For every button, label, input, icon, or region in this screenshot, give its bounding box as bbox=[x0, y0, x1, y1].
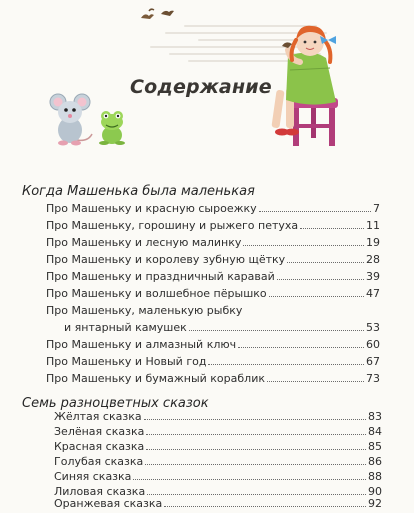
toc-entry-title: Лиловая сказка bbox=[54, 485, 146, 498]
leader-dots bbox=[164, 497, 366, 507]
toc-entry-title: Синяя сказка bbox=[54, 470, 132, 483]
toc-entry[interactable] bbox=[46, 338, 380, 351]
toc-entry-page: 28 bbox=[366, 253, 380, 266]
leader-dots bbox=[145, 455, 366, 465]
toc-entry-title: Про Машеньку и лесную малинку bbox=[46, 236, 242, 249]
toc-entry-title: Про Машеньку, маленькую рыбку bbox=[46, 304, 243, 317]
section-title: Семь разноцветных сказок bbox=[22, 396, 209, 411]
girl-on-stool-icon bbox=[260, 10, 360, 150]
mouse-icon bbox=[48, 90, 96, 148]
leader-dots bbox=[243, 236, 364, 246]
page-title: Содержание bbox=[130, 76, 272, 98]
toc-entry[interactable] bbox=[54, 455, 382, 468]
leader-dots bbox=[146, 425, 366, 435]
birds-icon bbox=[137, 6, 177, 24]
toc-entry-page: 7 bbox=[373, 202, 380, 215]
toc-entry-page: 83 bbox=[368, 410, 382, 423]
toc-entry-page: 53 bbox=[366, 321, 380, 334]
leader-dots bbox=[144, 410, 366, 420]
section-title: Когда Машенька была маленькая bbox=[22, 184, 255, 199]
toc-entry-page: 47 bbox=[366, 287, 380, 300]
leader-dots bbox=[147, 485, 366, 495]
toc-entry[interactable] bbox=[46, 355, 380, 368]
leader-dots bbox=[277, 270, 364, 280]
toc-entry-page: 67 bbox=[366, 355, 380, 368]
toc-entry-page: 88 bbox=[368, 470, 382, 483]
leader-dots bbox=[208, 355, 364, 365]
toc-entry-title: Про Машеньку и праздничный каравай bbox=[46, 270, 275, 283]
toc-entry-page: 85 bbox=[368, 440, 382, 453]
toc-entry-title: Голубая сказка bbox=[54, 455, 144, 468]
toc-entry-page: 11 bbox=[366, 219, 380, 232]
toc-entry[interactable] bbox=[54, 425, 382, 438]
leader-dots bbox=[267, 372, 364, 382]
toc-entry-page: 60 bbox=[366, 338, 380, 351]
leader-dots bbox=[269, 287, 364, 297]
leader-dots bbox=[287, 253, 364, 263]
leader-dots bbox=[259, 202, 371, 212]
toc-entry-title: Оранжевая сказка bbox=[54, 497, 163, 510]
toc-entry-title: Про Машеньку и бумажный кораблик bbox=[46, 372, 265, 385]
toc-entry[interactable] bbox=[46, 287, 380, 300]
toc-entry-title: Про Машеньку и волшебное пёрышко bbox=[46, 287, 267, 300]
leader-dots bbox=[189, 321, 364, 331]
toc-entry[interactable] bbox=[54, 470, 382, 483]
toc-entry-title: Про Машеньку и королеву зубную щётку bbox=[46, 253, 286, 266]
toc-entry[interactable] bbox=[46, 236, 380, 249]
leader-dots bbox=[238, 338, 364, 348]
toc-entry[interactable] bbox=[54, 410, 382, 423]
toc-entry-title: и янтарный камушек bbox=[64, 321, 187, 334]
toc-entry-title: Про Машеньку и алмазный ключ bbox=[46, 338, 237, 351]
toc-entry-title: Про Машеньку, горошину и рыжего петуха bbox=[46, 219, 299, 232]
toc-entry[interactable] bbox=[46, 202, 380, 215]
toc-entry[interactable] bbox=[46, 219, 380, 232]
toc-entry-title: Красная сказка bbox=[54, 440, 145, 453]
toc-entry[interactable] bbox=[64, 321, 380, 334]
toc-entry[interactable] bbox=[46, 304, 380, 317]
toc-entry-page: 73 bbox=[366, 372, 380, 385]
leader-dots bbox=[146, 440, 366, 450]
toc-entry[interactable] bbox=[54, 440, 382, 453]
toc-entry[interactable] bbox=[46, 270, 380, 283]
toc-entry-page: 19 bbox=[366, 236, 380, 249]
toc-entry-page: 92 bbox=[368, 497, 382, 510]
toc-entry-page: 86 bbox=[368, 455, 382, 468]
frog-icon bbox=[95, 108, 129, 146]
toc-entry[interactable] bbox=[46, 372, 380, 385]
toc-entry[interactable] bbox=[54, 497, 382, 510]
toc-entry-page: 90 bbox=[368, 485, 382, 498]
toc-entry-title: Жёлтая сказка bbox=[54, 410, 142, 423]
toc-entry-page: 84 bbox=[368, 425, 382, 438]
toc-entry-title: Зелёная сказка bbox=[54, 425, 145, 438]
toc-entry-title: Про Машеньку и красную сыроежку bbox=[46, 202, 257, 215]
toc-entry-page: 39 bbox=[366, 270, 380, 283]
leader-dots bbox=[300, 219, 364, 229]
toc-entry[interactable] bbox=[46, 253, 380, 266]
toc-entry-title: Про Машеньку и Новый год bbox=[46, 355, 207, 368]
leader-dots bbox=[133, 470, 366, 480]
